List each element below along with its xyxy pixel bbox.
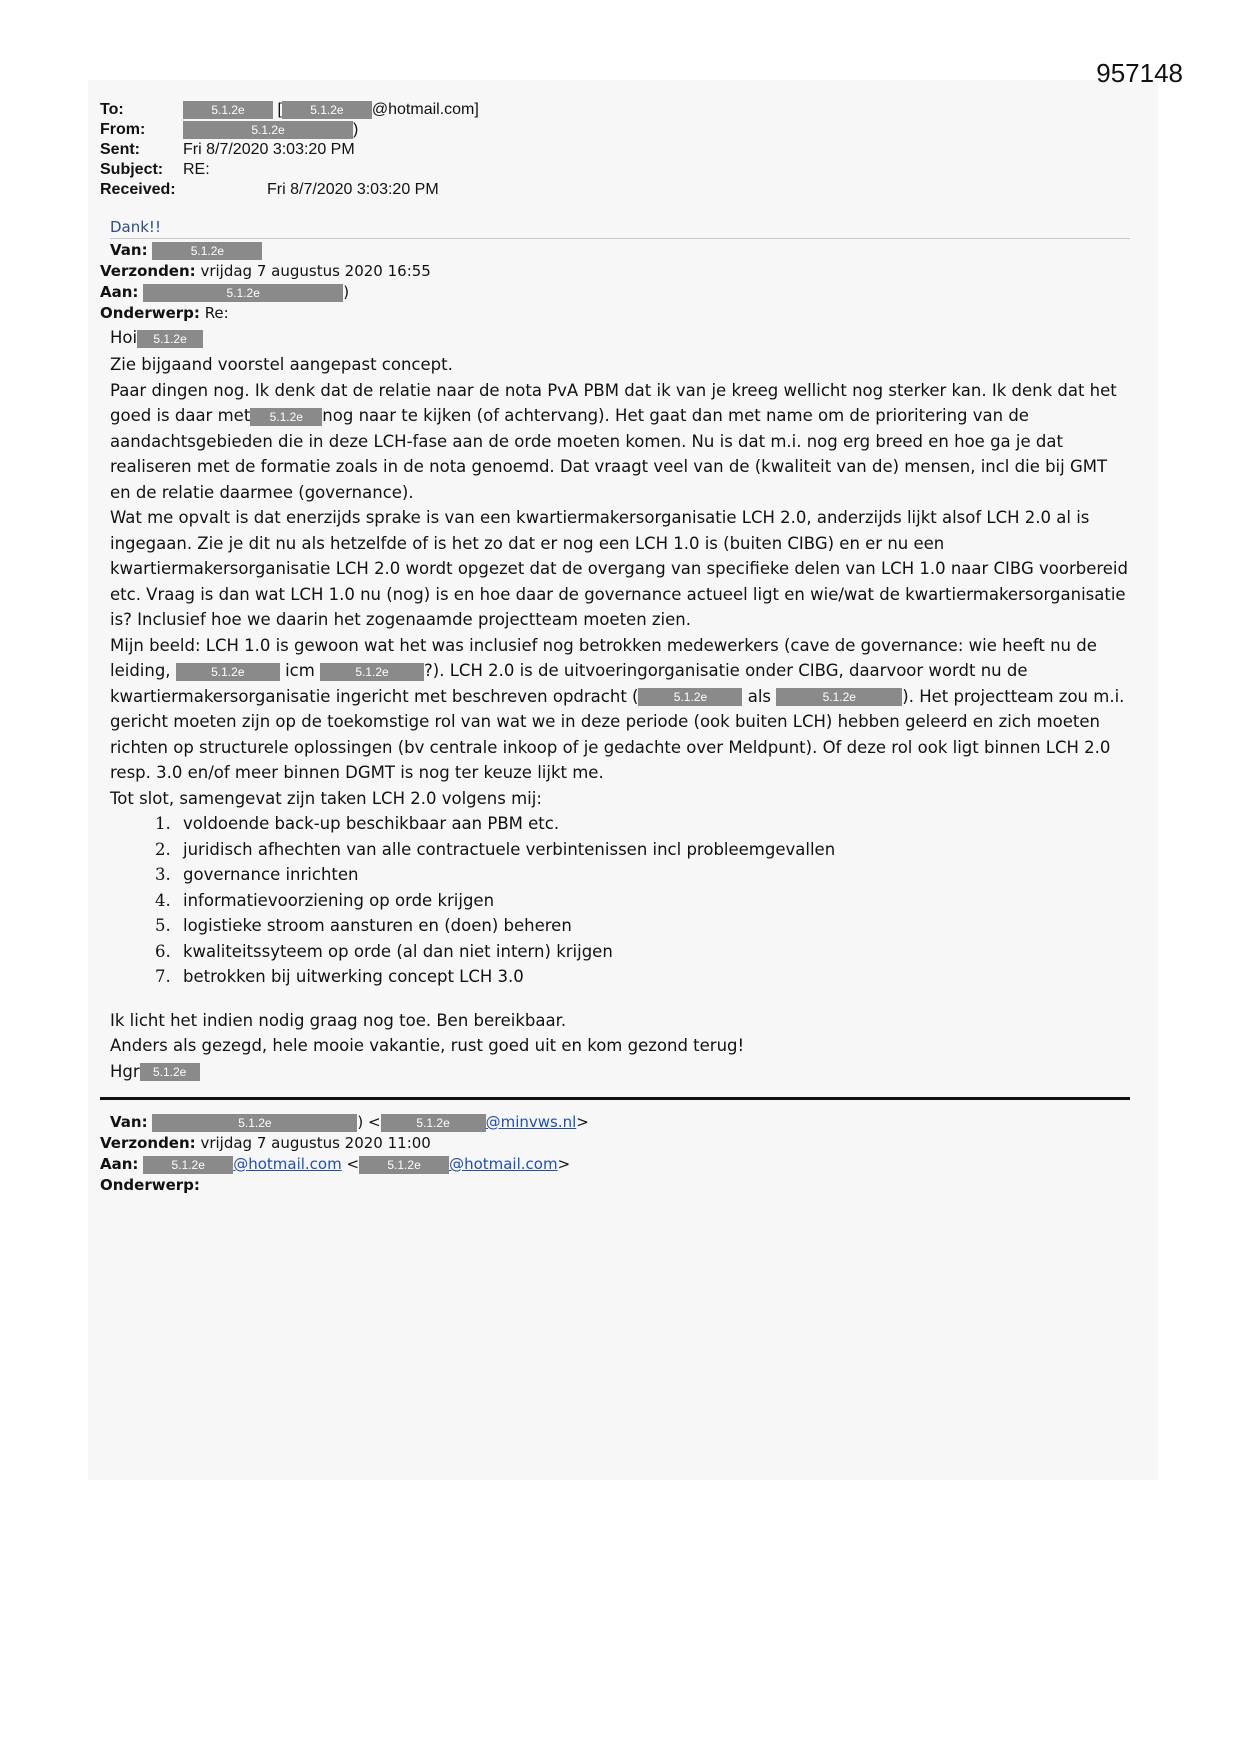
paragraph: Mijn beeld: LCH 1.0 is gewoon wat het was inclusief nog betrokken medewerkers (cave de governance: wie heeft nu de leiding, 5.1.2e icm 5.1.2e ?). LCH 2.0 is de uitvoeringorganisatie onder CIBG, daarvoor wordt nu de kwartiermakersorganisatie ingericht met beschreven opdracht ( 5.1.2e als 5.1.2e ). Het projectteam zou m.i. gericht moeten zijn op de toekomstige rol van wat we in deze periode (ook buiten LCH) hebben geleerd en zich moeten richten op structurele oplossingen (bv centrale inkoop of je gedachte over Meldpunt). Of deze rol ook ligt binnen LCH 2.0 resp. 3.0 en/of meer binnen DGMT is nog ter keuze lijkt me. — [110, 635, 1125, 782]
message2-header — [100, 1112, 589, 1196]
van-label: Van: — [110, 241, 148, 259]
list-item: 7. betrokken bij uitwerking concept LCH 3.0 — [155, 967, 524, 986]
list-item: 6. kwaliteitssyteem op orde (al dan niet intern) krijgen — [155, 941, 613, 961]
verzonden-row — [100, 1133, 589, 1154]
list-item: 4. informatievoorziening op orde krijgen — [155, 890, 495, 910]
received-label: Received: — [100, 181, 176, 198]
verzonden-value: vrijdag 7 augustus 2020 11:00 — [200, 1134, 431, 1152]
message1-header — [100, 240, 431, 324]
redaction-box: 5.1.2e — [183, 101, 273, 119]
verzonden-row — [100, 261, 431, 282]
redaction-box: 5.1.2e — [250, 408, 322, 426]
list-item: 2. juridisch afhechten van alle contractuele verbintenissen incl probleemgevallen — [155, 839, 836, 859]
list-item: 3. governance inrichten — [155, 865, 359, 884]
subject-value: RE: — [183, 161, 210, 178]
verzonden-value: vrijdag 7 augustus 2020 16:55 — [200, 262, 431, 280]
van-row — [100, 240, 431, 261]
verzonden-label: Verzonden: — [100, 262, 196, 280]
paragraph: Tot slot, samengevat zijn taken LCH 2.0 volgens mij: — [110, 788, 542, 808]
from-label: From: — [100, 121, 146, 138]
received-value: Fri 8/7/2020 3:03:20 PM — [267, 181, 439, 198]
redaction-box: 5.1.2e — [359, 1156, 449, 1174]
onderwerp-row — [100, 1175, 589, 1196]
paragraph: Anders als gezegd, hele mooie vakantie, rust goed uit en kom gezond terug! — [110, 1036, 745, 1055]
redaction-box: 5.1.2e — [140, 1063, 200, 1081]
redaction-box: 5.1.2e — [137, 330, 203, 348]
message-divider — [100, 1097, 1130, 1100]
redaction-box: 5.1.2e — [638, 688, 742, 706]
greeting: Hoi — [110, 328, 138, 347]
signoff: Hgr 5.1.2e — [110, 1059, 1130, 1085]
onderwerp-row — [100, 303, 431, 324]
aan-row: Aan: 5.1.2e @hotmail.com < 5.1.2e @hotmail.com> — [100, 1155, 571, 1173]
aan-label: Aan: — [100, 283, 139, 301]
list-item: 5. logistieke stroom aansturen en (doen) beheren — [155, 916, 572, 935]
redaction-box: 5.1.2e — [143, 1156, 233, 1174]
task-list — [110, 811, 1130, 990]
redaction-box: 5.1.2e — [282, 101, 372, 119]
subject-label: Subject: — [100, 161, 164, 178]
to-email-suffix: @hotmail.com] — [371, 101, 479, 118]
paragraph: Ik licht het indien nodig graag nog toe. Ben bereikbaar. — [110, 1010, 567, 1030]
email-link[interactable]: @hotmail.com — [233, 1155, 342, 1173]
aan-label: Aan: — [100, 1155, 139, 1173]
to-label: To: — [100, 101, 124, 118]
verzonden-label: Verzonden: — [100, 1134, 196, 1152]
separator-line — [110, 238, 1130, 239]
redaction-box: 5.1.2e — [776, 688, 902, 706]
aan-row: Aan: 5.1.2e ) — [100, 283, 350, 301]
sent-value: Fri 8/7/2020 3:03:20 PM — [183, 141, 355, 158]
redaction-box: 5.1.2e — [183, 121, 353, 139]
document-id: 957148 — [1096, 58, 1183, 88]
onderwerp-label: Onderwerp: — [100, 304, 200, 322]
email-link[interactable]: @minvws.nl — [485, 1113, 577, 1131]
list-item: 1. voldoende back-up beschikbaar aan PBM etc. — [155, 814, 560, 833]
paragraph: Wat me opvalt is dat enerzijds sprake is van een kwartiermakersorganisatie LCH 2.0, anderzijds lijkt alsof LCH 2.0 al is ingegaan. Zie je dit nu als hetzelfde of is het zo dat er nog een LCH 1.0 is (buiten CIBG) en er nu een kwartiermakersorganisatie LCH 2.0 wordt opgezet dat de overgang van specifieke delen van LCH 1.0 naar CIBG voorbereid etc. Vraag is dan wat LCH 1.0 nu (nog) is en hoe daar de governance actueel ligt en wie/wat de kwartiermakersorganisatie is? Inclusief hoe we daarin het zogenaamde projectteam moeten zien. — [110, 508, 1128, 629]
van-label: Van: — [110, 1113, 148, 1131]
paragraph: Paar dingen nog. Ik denk dat de relatie naar de nota PvA PBM dat ik van je kreeg wellicht nog sterker kan. Ik denk dat het goed is daar met 5.1.2e nog naar te kijken (of achtervang). Het gaat dan met name om de prioritering van de aandachtsgebieden die in deze LCH-fase aan de orde moeten komen. Nu is dat m.i. nog erg breed en hoe ga je dat realiseren met de formatie zoals in de nota genoemd. Dat vraagt veel van de (kwaliteit van de) mensen, incl die bij GMT en de relatie daarmee (governance). — [110, 380, 1117, 502]
van-row: Van: 5.1.2e ) < 5.1.2e @minvws.nl> — [110, 1113, 589, 1131]
onderwerp-value: Re: — [204, 304, 229, 322]
onderwerp-label: Onderwerp: — [100, 1176, 200, 1194]
redaction-box: 5.1.2e — [176, 663, 280, 681]
redaction-box: 5.1.2e — [320, 663, 424, 681]
paragraph: Zie bijgaand voorstel aangepast concept. — [110, 355, 453, 374]
redaction-box: 5.1.2e — [152, 242, 262, 260]
sent-label: Sent: — [100, 141, 140, 158]
redaction-box: 5.1.2e — [381, 1114, 486, 1132]
reply-text: Dank!! — [110, 218, 161, 236]
redaction-box: 5.1.2e — [152, 1114, 357, 1132]
message1-body — [110, 330, 1130, 1084]
redaction-box: 5.1.2e — [143, 284, 343, 302]
email-link[interactable]: @hotmail.com — [449, 1155, 558, 1173]
